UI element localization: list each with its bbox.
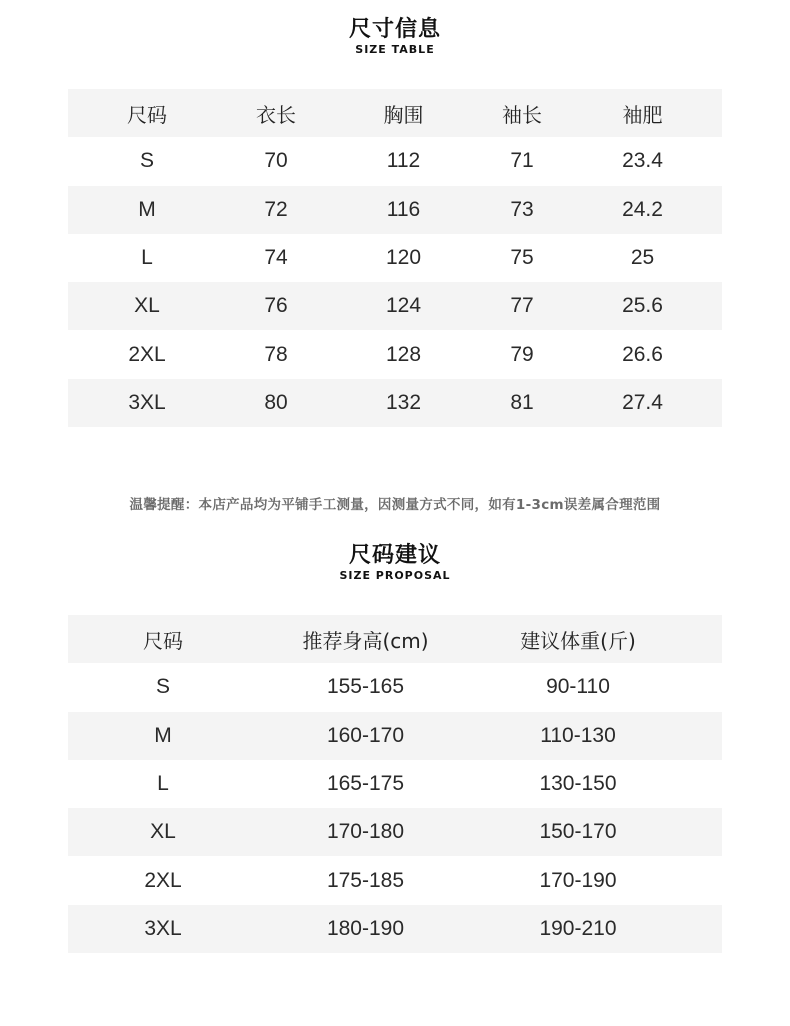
cell-chest: 128 bbox=[385, 342, 422, 366]
table-row bbox=[68, 663, 722, 711]
size-table-title: 尺寸信息 bbox=[348, 17, 441, 42]
cell-chest: 132 bbox=[326, 379, 481, 427]
size-table-heading bbox=[0, 18, 790, 57]
cell-size: 2XL bbox=[144, 868, 182, 892]
header-size: 尺码 bbox=[68, 89, 226, 137]
cell-weight: 190-210 bbox=[473, 905, 683, 953]
cell-weight: 90-110 bbox=[546, 675, 610, 699]
cell-size: XL bbox=[68, 282, 226, 330]
cell-weight: 170-190 bbox=[539, 868, 617, 892]
cell-size: 3XL bbox=[68, 905, 258, 953]
cell-height: 165-175 bbox=[326, 772, 405, 796]
measurement-notice: 温馨提醒：本店产品均为平铺手工测量，因测量方式不同，如有1-3cm误差属合理范围 bbox=[129, 497, 661, 513]
table-row bbox=[68, 379, 722, 427]
cell-sleeve-width: 26.6 bbox=[622, 342, 663, 366]
table-row bbox=[68, 856, 722, 904]
header-height: 推荐身高(cm) bbox=[258, 615, 473, 663]
cell-weight: 130-150 bbox=[539, 772, 617, 796]
cell-sleeve-length: 79 bbox=[510, 342, 534, 366]
cell-size: L bbox=[157, 772, 169, 796]
cell-height: 155-165 bbox=[326, 675, 405, 699]
table-row bbox=[68, 137, 722, 185]
table-row bbox=[68, 234, 722, 282]
cell-height: 175-185 bbox=[326, 868, 405, 892]
cell-size: S bbox=[155, 675, 170, 699]
header-chest: 胸围 bbox=[326, 89, 481, 137]
cell-size: XL bbox=[68, 808, 258, 856]
cell-height: 180-190 bbox=[258, 905, 473, 953]
header-length: 衣长 bbox=[226, 89, 326, 137]
cell-size: S bbox=[139, 149, 154, 173]
cell-weight: 150-170 bbox=[473, 808, 683, 856]
cell-sleeve-length: 75 bbox=[510, 246, 534, 270]
cell-length: 74 bbox=[264, 246, 288, 270]
cell-length: 70 bbox=[264, 149, 288, 173]
cell-sleeve-width: 25 bbox=[630, 246, 655, 270]
cell-sleeve-length: 73 bbox=[481, 186, 563, 234]
header-weight: 建议体重(斤) bbox=[473, 615, 683, 663]
cell-size: 2XL bbox=[128, 342, 166, 366]
cell-chest: 124 bbox=[326, 282, 481, 330]
cell-length: 76 bbox=[226, 282, 326, 330]
cell-sleeve-length: 71 bbox=[510, 149, 534, 173]
size-proposal-title: 尺码建议 bbox=[348, 543, 441, 568]
size-table-header-row bbox=[68, 89, 722, 137]
cell-size: L bbox=[141, 246, 153, 270]
cell-size: M bbox=[68, 186, 226, 234]
size-table-subtitle: SIZE TABLE bbox=[355, 43, 435, 56]
cell-length: 78 bbox=[264, 342, 288, 366]
table-row bbox=[68, 330, 722, 378]
size-proposal-subtitle: SIZE PROPOSAL bbox=[339, 569, 451, 582]
cell-chest: 112 bbox=[386, 149, 421, 173]
table-row bbox=[68, 712, 722, 760]
cell-sleeve-width: 25.6 bbox=[563, 282, 722, 330]
cell-sleeve-width: 24.2 bbox=[563, 186, 722, 234]
cell-height: 170-180 bbox=[258, 808, 473, 856]
header-size: 尺码 bbox=[68, 615, 258, 663]
table-row bbox=[68, 905, 722, 953]
cell-length: 80 bbox=[226, 379, 326, 427]
table-row bbox=[68, 760, 722, 808]
cell-size: M bbox=[68, 712, 258, 760]
cell-chest: 120 bbox=[385, 246, 422, 270]
cell-length: 72 bbox=[226, 186, 326, 234]
cell-size: 3XL bbox=[68, 379, 226, 427]
cell-chest: 116 bbox=[326, 186, 481, 234]
cell-height: 160-170 bbox=[258, 712, 473, 760]
cell-sleeve-width: 27.4 bbox=[563, 379, 722, 427]
size-table bbox=[68, 89, 722, 427]
header-sleeve-length: 袖长 bbox=[481, 89, 563, 137]
cell-sleeve-width: 23.4 bbox=[622, 149, 663, 173]
size-proposal-table bbox=[68, 615, 722, 953]
cell-weight: 110-130 bbox=[473, 712, 683, 760]
cell-sleeve-length: 77 bbox=[481, 282, 563, 330]
table-row bbox=[68, 186, 722, 234]
header-sleeve-width: 袖肥 bbox=[563, 89, 722, 137]
table-row bbox=[68, 282, 722, 330]
table-row bbox=[68, 808, 722, 856]
size-proposal-heading bbox=[0, 544, 790, 583]
cell-sleeve-length: 81 bbox=[481, 379, 563, 427]
proposal-header-row bbox=[68, 615, 722, 663]
